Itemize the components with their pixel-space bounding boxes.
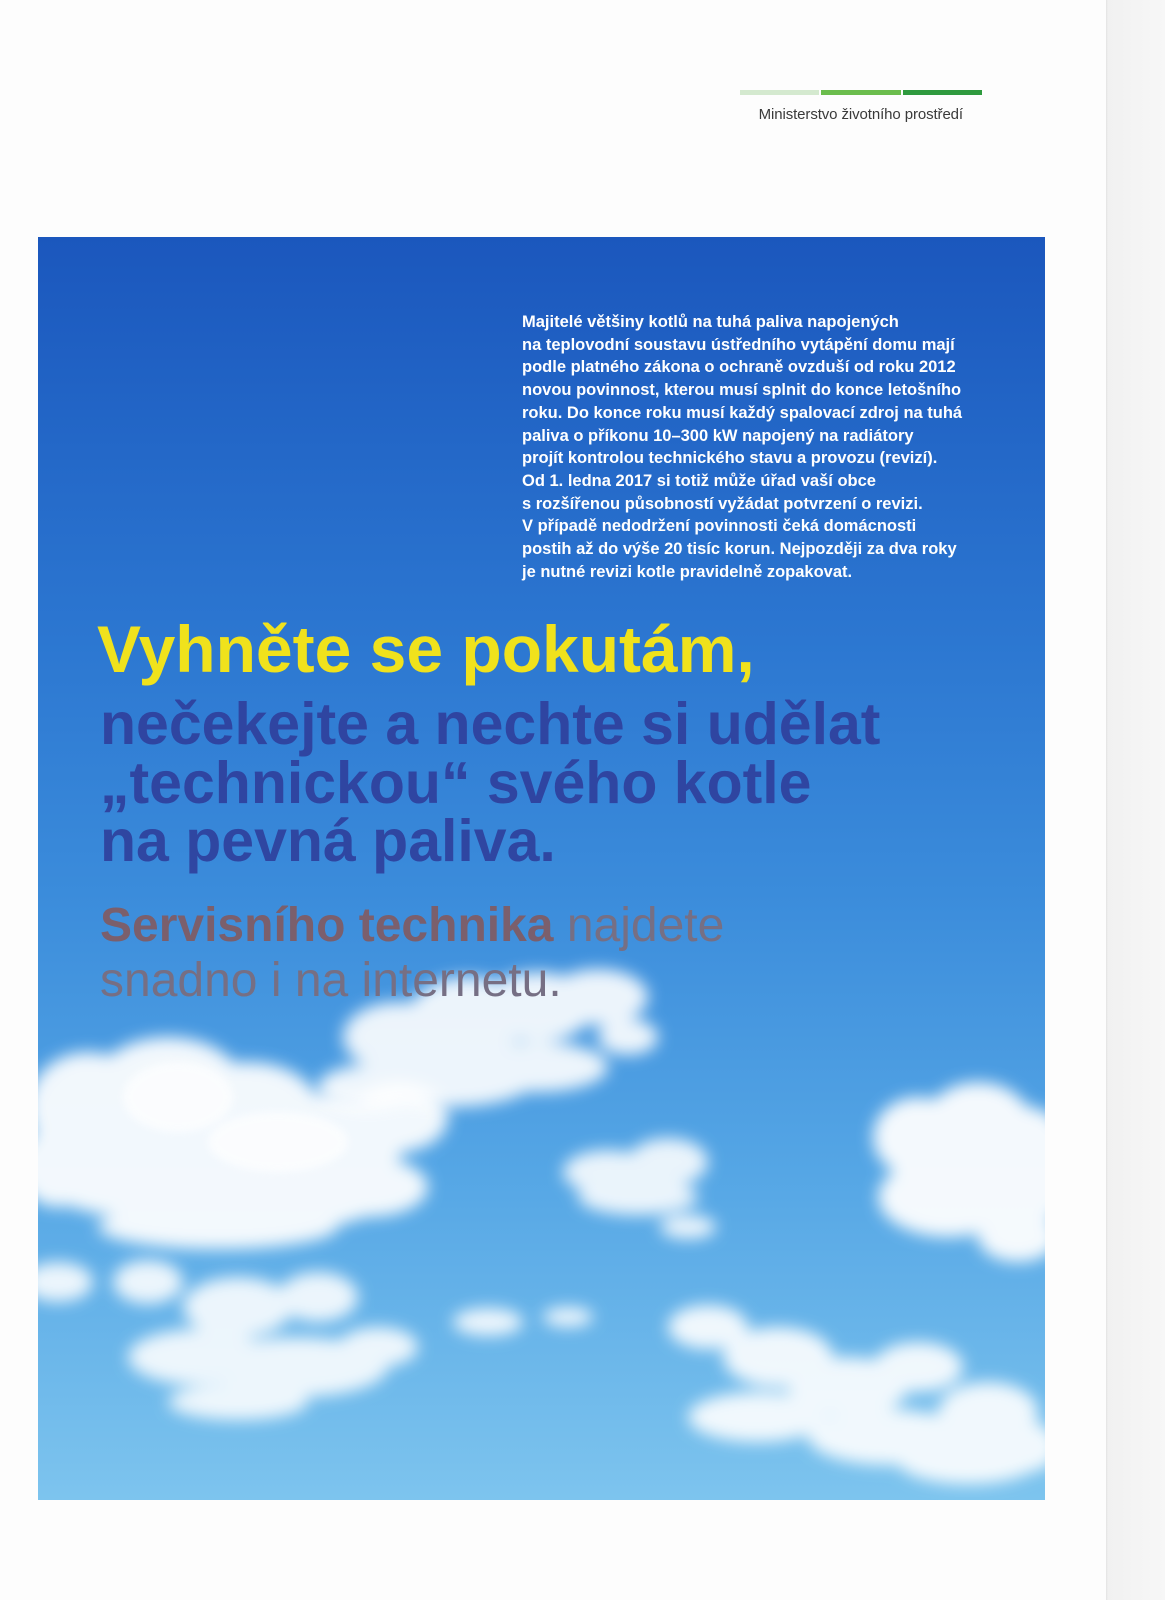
brand-bars bbox=[740, 90, 982, 95]
cloud-center-small bbox=[563, 1138, 716, 1239]
headline-line: „technickou“ svého kotle bbox=[100, 749, 812, 816]
intro-line: s rozšířenou působností vyžádat potvrzení o revizi. bbox=[522, 494, 923, 513]
intro-line: postih až do výše 20 tisíc korun. Nejpozději za dva roky bbox=[522, 540, 957, 559]
tagline bbox=[100, 898, 724, 1008]
headline-highlight: Vyhněte se pokutám, bbox=[97, 612, 755, 686]
intro-line: Od 1. ledna 2017 si totiž může úřad vaší obce bbox=[522, 471, 876, 490]
intro-line: Majitelé většiny kotlů na tuhá paliva napojených bbox=[522, 313, 899, 331]
brand-bar-mid bbox=[821, 90, 900, 95]
intro-line: V případě nedodržení povinnosti čeká domácnosti bbox=[522, 517, 917, 536]
headline bbox=[100, 691, 881, 874]
cloud-right bbox=[873, 1082, 1045, 1262]
headline-line: na pevná paliva. bbox=[100, 808, 556, 874]
intro-line: projít kontrolou technického stavu a provozu (revizí). bbox=[522, 449, 938, 468]
ministry-name: Ministerstvo životního prostředí bbox=[758, 106, 963, 123]
cloud-lower-right bbox=[668, 1305, 1045, 1484]
tagline-line2: snadno i na internetu. bbox=[100, 954, 562, 1007]
tagline-row bbox=[100, 898, 724, 953]
brand-bar-light bbox=[740, 90, 819, 95]
tagline-rest: najdete bbox=[566, 899, 725, 952]
intro-line: novou povinnost, kterou musí splnit do konce letošního bbox=[522, 381, 962, 400]
intro-line: je nutné revizi kotle pravidelně zopakovat. bbox=[522, 562, 853, 581]
intro-line: na teplovodní soustavu ústředního vytápění domu mají bbox=[522, 335, 955, 354]
headline-line: nečekejte a nechte si udělat bbox=[100, 691, 881, 757]
intro-paragraph bbox=[522, 311, 962, 583]
intro-line: paliva o příkonu 10–300 kW napojený na radiátory bbox=[522, 426, 914, 445]
intro-line: podle platného zákona o ochraně ovzduší od roku 2012 bbox=[522, 358, 956, 377]
tagline-bold: Servisního technika bbox=[100, 899, 554, 952]
brand-bar-dark bbox=[903, 90, 982, 95]
intro-line: roku. Do konce roku musí každý spalovací zdroj na tuhá bbox=[522, 403, 963, 422]
cloud-lower-left bbox=[38, 1260, 593, 1420]
page-edge bbox=[1106, 0, 1165, 1600]
